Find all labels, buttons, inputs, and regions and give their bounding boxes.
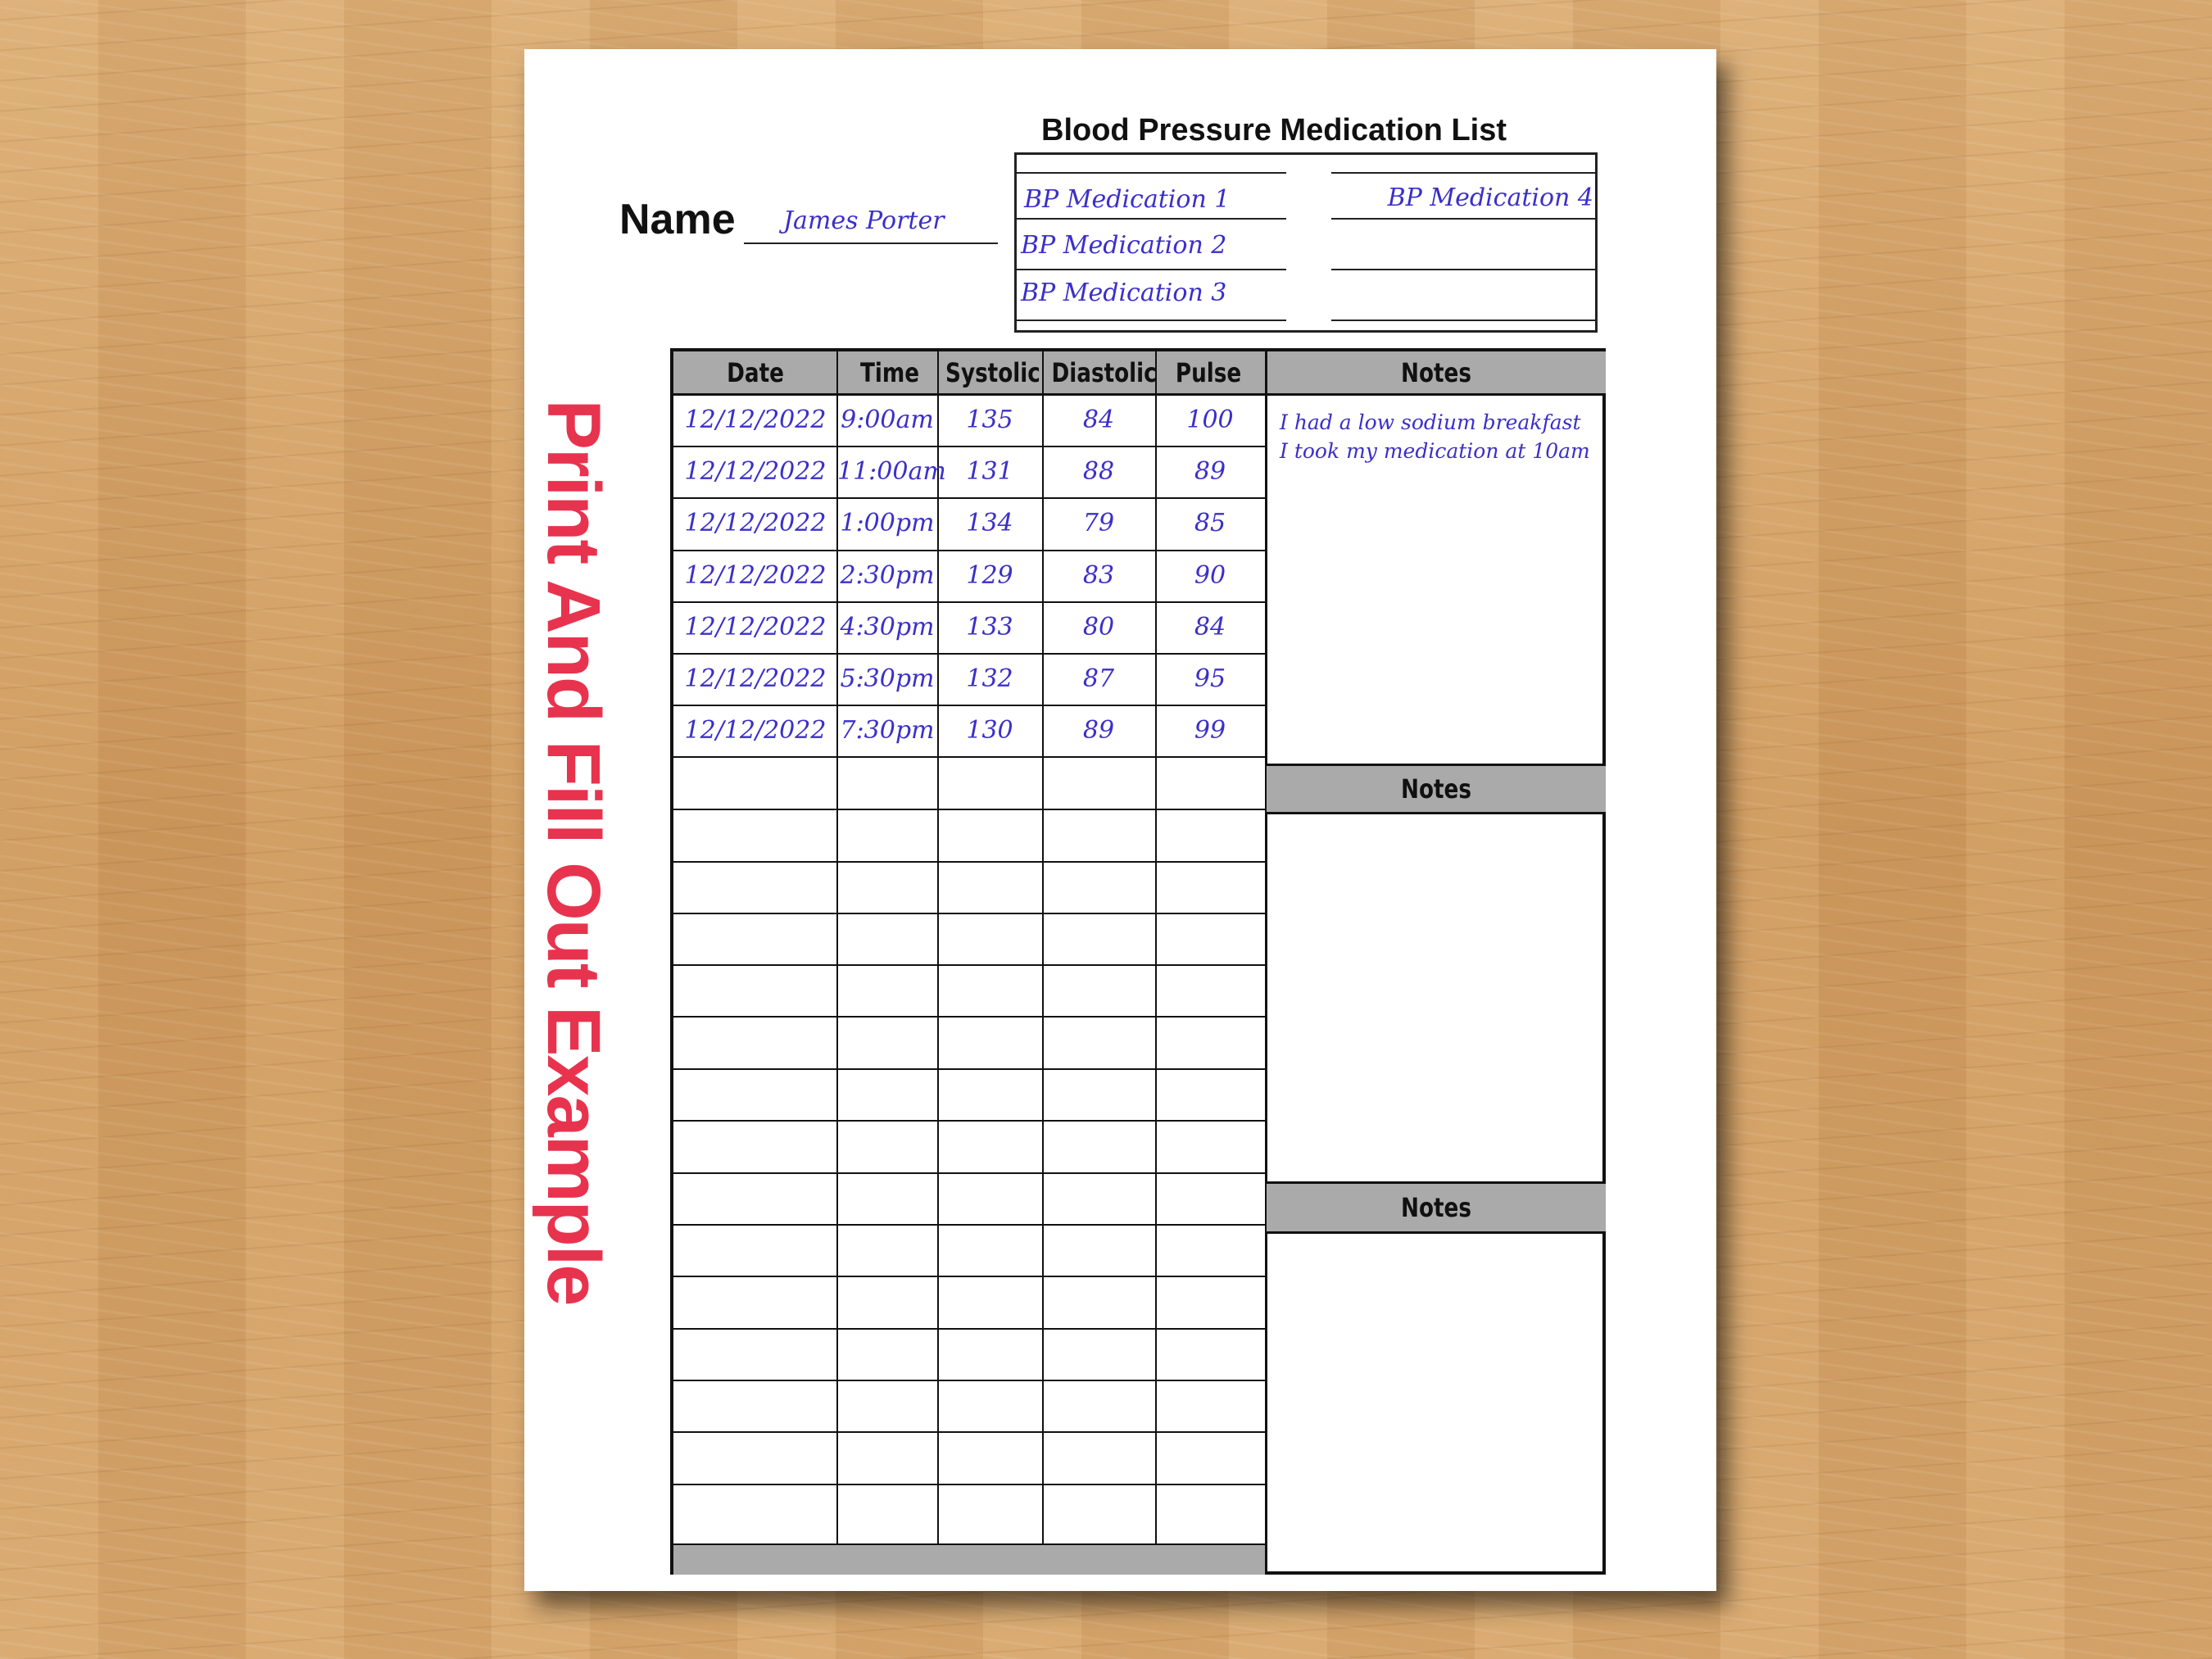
med-line: [1331, 172, 1596, 174]
grid-line: [673, 1120, 1265, 1122]
grid-line: [673, 1328, 1265, 1330]
medication-2: BP Medication 2: [1021, 231, 1227, 260]
grid-line: [673, 1068, 1265, 1070]
med-line: [1331, 269, 1596, 270]
grid-line: [673, 1224, 1265, 1226]
row-6-date: 12/12/2022: [684, 664, 827, 693]
row-2-pulse: 89: [1194, 457, 1226, 486]
row-1-pulse: 100: [1186, 406, 1234, 434]
medication-1: BP Medication 1: [1024, 185, 1231, 214]
grid-line: [673, 1172, 1265, 1174]
row-1-systolic: 135: [966, 406, 1013, 434]
row-2-time: 11:00am: [837, 457, 946, 486]
name-value: James Porter: [783, 206, 945, 235]
grid-line: [673, 964, 1265, 966]
row-3-diastolic: 79: [1082, 509, 1115, 537]
row-5-diastolic: 80: [1082, 613, 1115, 641]
grid-line: [1265, 351, 1267, 1575]
row-7-time: 7:30pm: [840, 716, 935, 745]
row-1-diastolic: 84: [1082, 406, 1115, 434]
row-3-systolic: 134: [966, 509, 1013, 537]
bp-log-table: [670, 348, 1606, 1575]
row-6-time: 5:30pm: [840, 664, 935, 693]
grid-line: [673, 1276, 1265, 1277]
col-systolic: Systolic: [945, 357, 1040, 388]
grid-line: [673, 1484, 1265, 1485]
row-5-date: 12/12/2022: [684, 613, 827, 641]
row-3-date: 12/12/2022: [684, 509, 827, 537]
row-5-time: 4:30pm: [840, 613, 935, 641]
med-line: [1016, 218, 1286, 220]
medication-list-title: Blood Pressure Medication List: [1041, 113, 1507, 147]
watermark-text: Print And Fill Out Example: [532, 399, 615, 1305]
notes-title-3: Notes: [1401, 1192, 1471, 1223]
row-7-systolic: 130: [966, 716, 1013, 745]
notes-title-2: Notes: [1401, 773, 1471, 805]
med-line: [1331, 320, 1596, 321]
row-4-time: 2:30pm: [840, 561, 935, 590]
medication-4: BP Medication 4: [1387, 184, 1593, 212]
notes-title-1: Notes: [1401, 357, 1471, 388]
med-line: [1016, 172, 1286, 174]
note-entry-1: I had a low sodium breakfast: [1280, 410, 1581, 434]
grid-line: [673, 1380, 1265, 1381]
col-date: Date: [727, 357, 784, 388]
grid-line: [673, 756, 1265, 758]
row-6-systolic: 132: [966, 664, 1013, 693]
medication-3: BP Medication 3: [1021, 279, 1227, 307]
med-line: [1016, 269, 1286, 270]
row-4-pulse: 90: [1194, 561, 1226, 590]
row-7-pulse: 99: [1194, 716, 1226, 745]
name-label: Name: [619, 196, 736, 243]
row-2-diastolic: 88: [1082, 457, 1115, 486]
row-1-date: 12/12/2022: [684, 406, 827, 434]
row-1-time: 9:00am: [841, 406, 934, 434]
grid-line: [673, 809, 1265, 810]
row-7-diastolic: 89: [1082, 716, 1115, 745]
log-sheet: [524, 49, 1716, 1591]
row-6-diastolic: 87: [1082, 664, 1115, 693]
row-2-systolic: 131: [966, 457, 1013, 486]
med-line: [1016, 320, 1286, 321]
row-4-systolic: 129: [966, 561, 1013, 590]
med-line: [1331, 218, 1596, 220]
note-entry-2: I took my medication at 10am: [1280, 439, 1590, 463]
col-pulse: Pulse: [1175, 357, 1242, 388]
row-4-date: 12/12/2022: [684, 561, 827, 590]
row-5-systolic: 133: [966, 613, 1013, 641]
col-diastolic: Diastolic: [1051, 357, 1157, 388]
row-3-time: 1:00pm: [840, 509, 935, 537]
grid-line: [673, 861, 1265, 863]
row-4-diastolic: 83: [1082, 561, 1115, 590]
col-time: Time: [859, 357, 920, 388]
table-footer: [673, 1543, 1265, 1575]
grid-line: [673, 1016, 1265, 1018]
grid-line: [673, 1431, 1265, 1433]
name-line: [744, 243, 998, 244]
row-7-date: 12/12/2022: [684, 716, 827, 745]
row-2-date: 12/12/2022: [684, 457, 827, 486]
grid-line: [673, 913, 1265, 914]
row-6-pulse: 95: [1194, 664, 1226, 693]
row-3-pulse: 85: [1194, 509, 1226, 537]
row-5-pulse: 84: [1194, 613, 1226, 641]
